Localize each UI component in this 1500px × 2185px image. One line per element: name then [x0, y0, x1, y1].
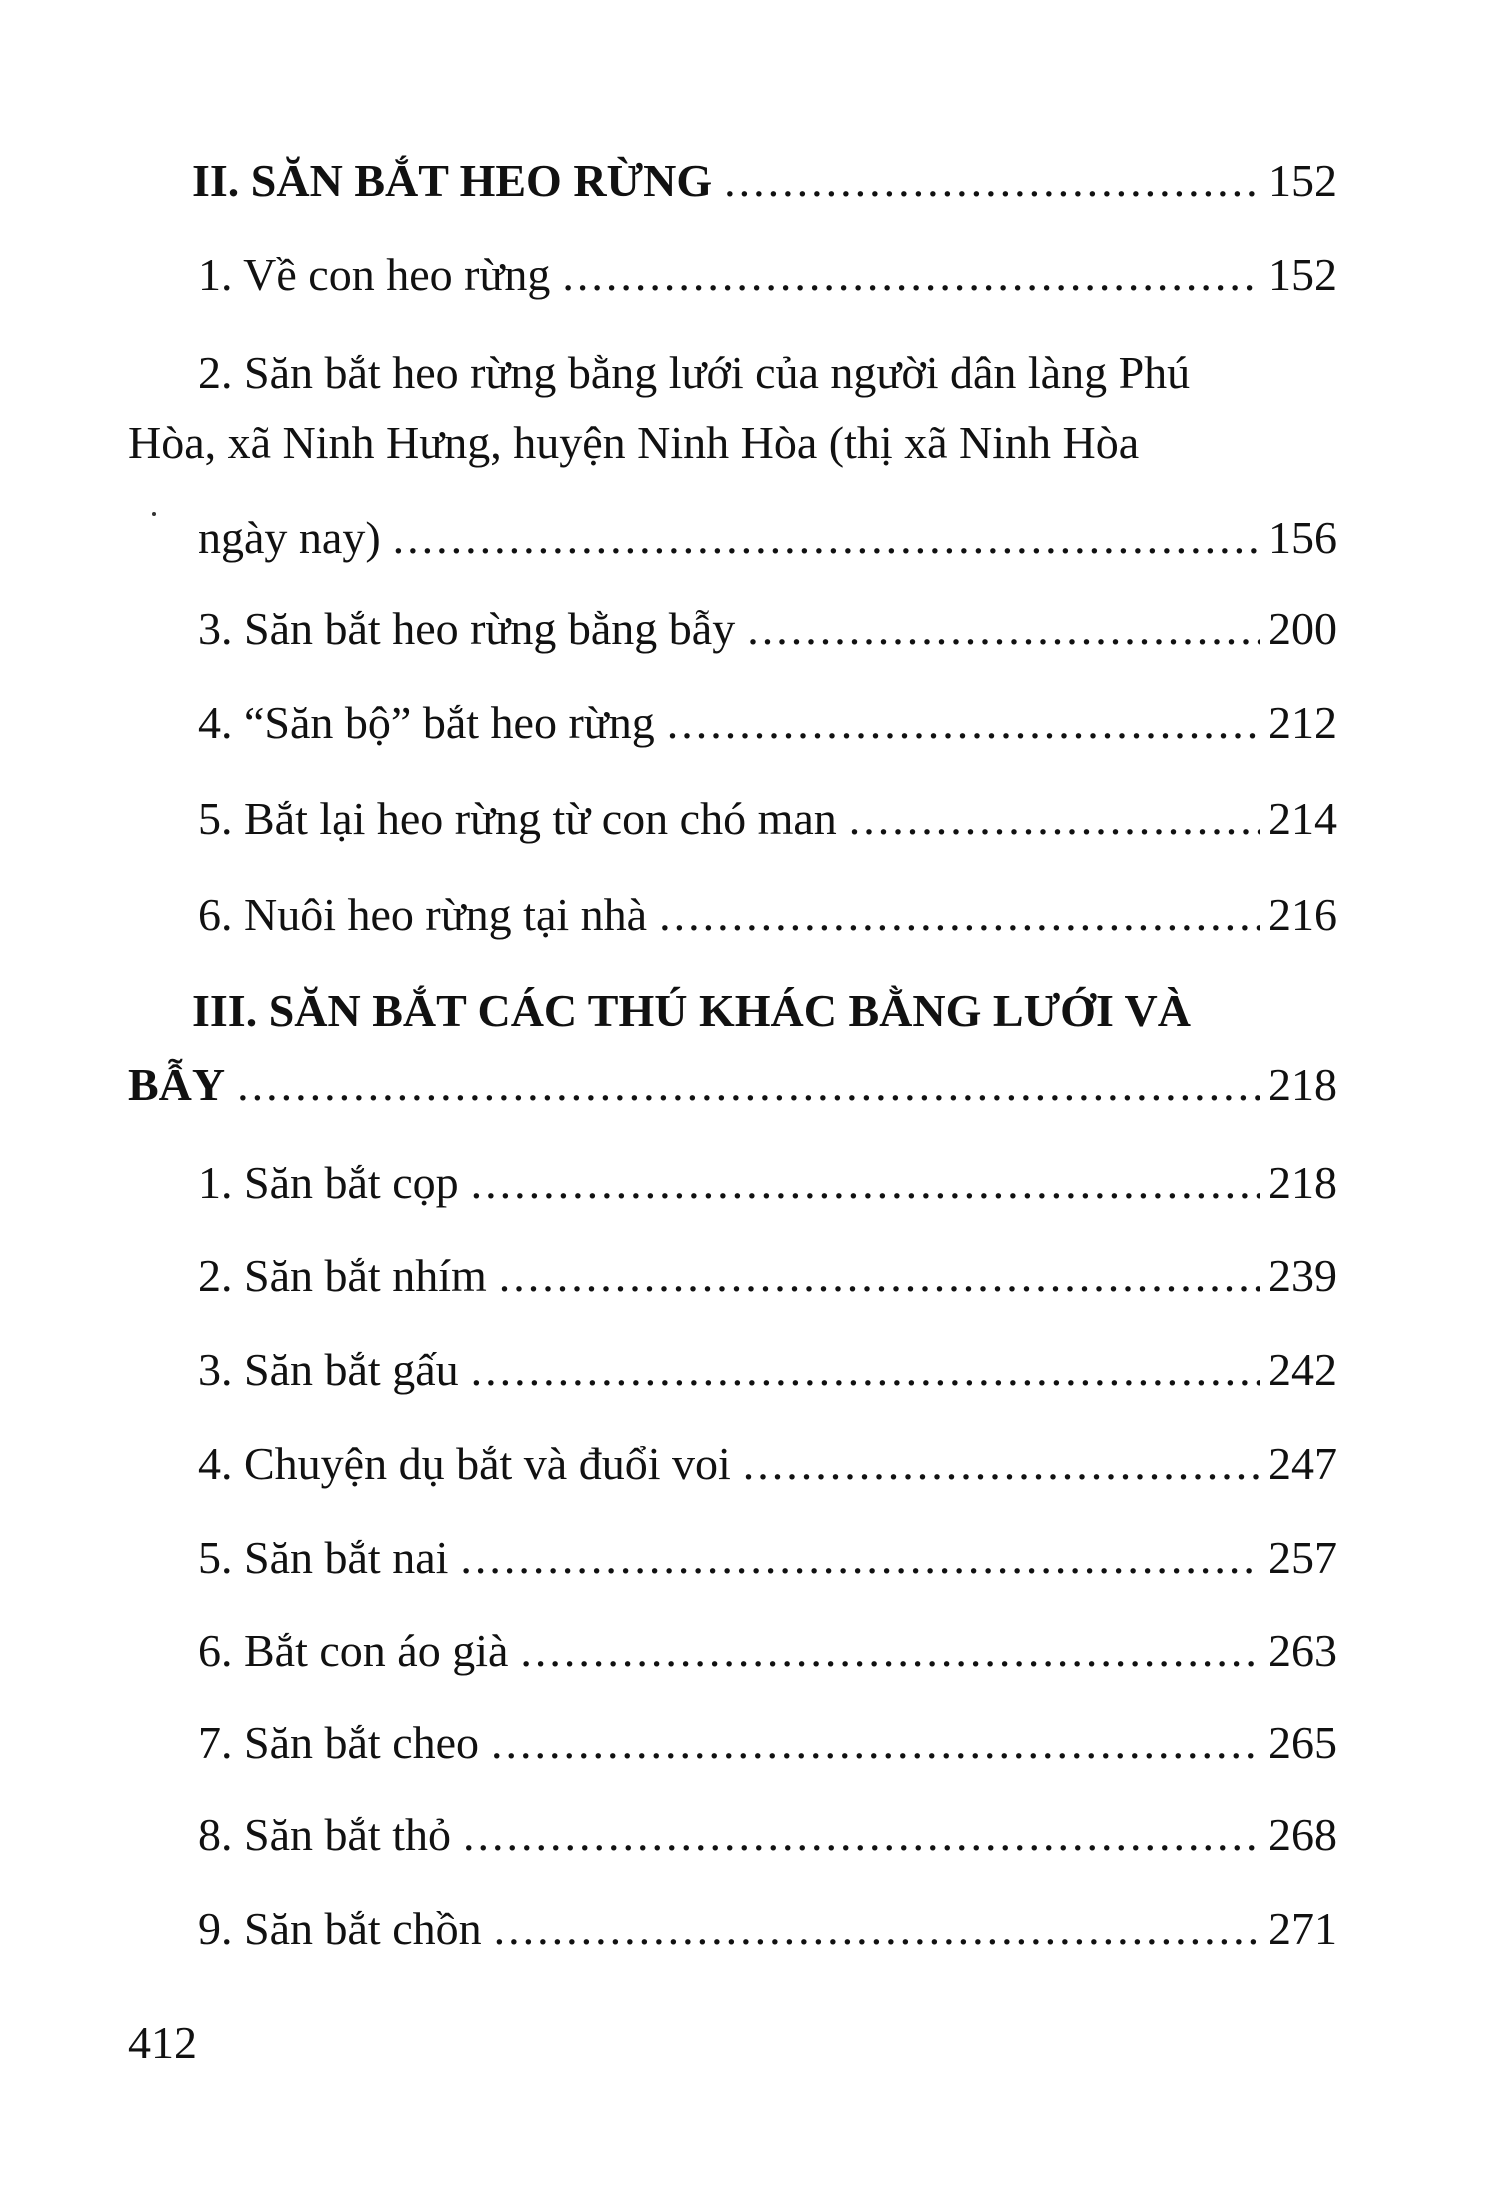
- page-number-folio: 412: [128, 2017, 197, 2068]
- toc-entry-title: 5. Bắt lại heo rừng từ con chó man: [198, 793, 837, 844]
- toc-entry: [198, 1532, 1337, 1583]
- dot-leader: [743, 1441, 1260, 1487]
- toc-section-heading: [192, 155, 1337, 206]
- toc-page-number: 271: [1268, 1903, 1337, 1954]
- toc-entry: [198, 1344, 1337, 1395]
- toc-section-title-line: III. SĂN BẮT CÁC THÚ KHÁC BẰNG LƯỚI VÀ: [192, 985, 1191, 1036]
- toc-entry: [198, 1250, 1337, 1301]
- toc-page-number: 216: [1268, 889, 1337, 940]
- dot-leader: [491, 1720, 1260, 1766]
- dot-leader: [471, 1347, 1260, 1393]
- dot-leader: [520, 1628, 1260, 1674]
- toc-entry-title: 3. Săn bắt heo rừng bằng bẫy: [198, 603, 736, 654]
- dot-leader: [659, 892, 1260, 938]
- toc-entry: [198, 512, 1337, 563]
- toc-entry: [198, 603, 1337, 654]
- toc-page-number: 152: [1268, 249, 1337, 300]
- toc-page-number: 268: [1268, 1809, 1337, 1860]
- toc-page-number: 247: [1268, 1438, 1337, 1489]
- toc-page-number: 212: [1268, 697, 1337, 748]
- toc-entry: [198, 1438, 1337, 1489]
- dot-leader: [562, 252, 1260, 298]
- toc-page-number: 214: [1268, 793, 1337, 844]
- toc-entry-line: Hòa, xã Ninh Hưng, huyện Ninh Hòa (thị xã Ninh Hòa: [128, 417, 1140, 468]
- dot-leader: [237, 1062, 1260, 1108]
- toc-page-number: 218: [1268, 1157, 1337, 1208]
- toc-page-number: 265: [1268, 1717, 1337, 1768]
- toc-entry-title: 6. Nuôi heo rừng tại nhà: [198, 889, 648, 940]
- toc-page-number: 200: [1268, 603, 1337, 654]
- toc-page-number: 152: [1268, 155, 1337, 206]
- toc-entry-title: 4. “Săn bộ” bắt heo rừng: [198, 697, 655, 748]
- toc-section-title: BẪY: [128, 1059, 226, 1110]
- toc-entry: [198, 1809, 1337, 1860]
- toc-section-title: II. SĂN BẮT HEO RỪNG: [192, 155, 713, 206]
- toc-entry: [198, 793, 1337, 844]
- toc-section-heading: [128, 1059, 1337, 1110]
- toc-entry-title: 1. Về con heo rừng: [198, 249, 551, 300]
- toc-entry-title: 3. Săn bắt gấu: [198, 1344, 459, 1395]
- dot-leader: [460, 1535, 1260, 1581]
- toc-page-number: 156: [1268, 512, 1337, 563]
- dot-leader: [499, 1253, 1260, 1299]
- toc-entry: [198, 249, 1337, 300]
- toc-entry-line: 2. Săn bắt heo rừng bằng lưới của người dân làng Phú: [198, 347, 1191, 398]
- dot-leader: [393, 515, 1260, 561]
- dot-leader: [667, 700, 1260, 746]
- dot-leader: [494, 1906, 1260, 1952]
- toc-entry: [198, 1157, 1337, 1208]
- toc-entry-title: 8. Săn bắt thỏ: [198, 1809, 451, 1860]
- toc-entry-title: 7. Săn bắt cheo: [198, 1717, 480, 1768]
- toc-entry-title: 5. Săn bắt nai: [198, 1532, 449, 1583]
- dot-leader: [849, 796, 1260, 842]
- dot-leader: [471, 1160, 1260, 1206]
- toc-page-number: 239: [1268, 1250, 1337, 1301]
- toc-entry-title: 9. Săn bắt chồn: [198, 1903, 482, 1954]
- toc-page-number: 257: [1268, 1532, 1337, 1583]
- dot-leader: [463, 1812, 1260, 1858]
- toc-page-number: 242: [1268, 1344, 1337, 1395]
- toc-entry: [198, 697, 1337, 748]
- dot-leader: [724, 158, 1260, 204]
- toc-entry-title: 4. Chuyện dụ bắt và đuổi voi: [198, 1438, 731, 1489]
- toc-page-number: 218: [1268, 1059, 1337, 1110]
- toc-entry: [198, 1625, 1337, 1676]
- toc-entry-title: ngày nay): [198, 512, 381, 563]
- dot-leader: [747, 606, 1260, 652]
- toc-entry-title: 2. Săn bắt nhím: [198, 1250, 487, 1301]
- toc-entry: [198, 1717, 1337, 1768]
- toc-page-number: 263: [1268, 1625, 1337, 1676]
- toc-entry: [198, 1903, 1337, 1954]
- toc-entry: [198, 889, 1337, 940]
- toc-entry-title: 1. Săn bắt cọp: [198, 1157, 459, 1208]
- scan-speck: [152, 512, 156, 516]
- toc-entry-title: 6. Bắt con áo già: [198, 1625, 509, 1676]
